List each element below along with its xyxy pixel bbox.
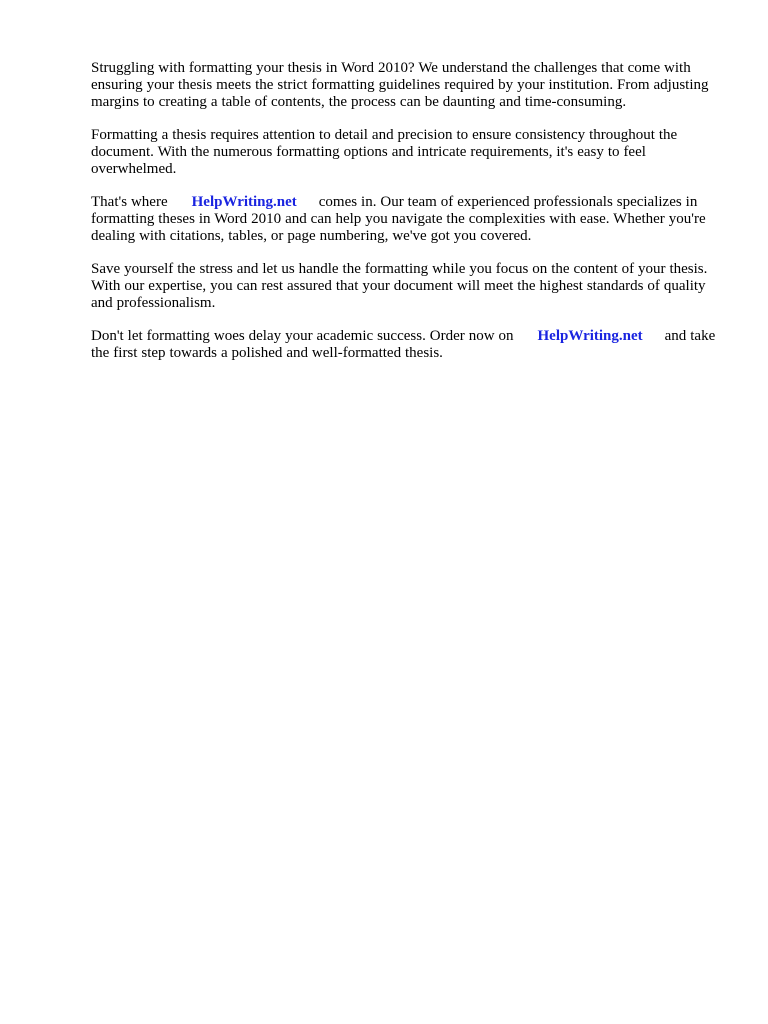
paragraph-service — [91, 194, 723, 245]
paragraph-cta-rest: and take the first step towards a polished and well-formatted thesis. — [91, 328, 716, 361]
paragraph-challenge: Formatting a thesis requires attention to detail and precision to ensure consistency throughout the document. With the numerous formatting options and intricate requirements, it's easy to feel overwhelmed. — [91, 127, 678, 177]
paragraph-service-rest: comes in. Our team of experienced professionals specializes in formatting theses in Word 2010 and can help you navigate the complexities with ease. Whether you're dealing with citations, tables, or page numbering, we've got you covered. — [91, 194, 706, 244]
paragraph-cta-lead: Don't let formatting woes delay your academic success. Order now on — [91, 328, 514, 344]
document-body — [91, 60, 723, 378]
helpwriting-order-link[interactable]: HelpWriting.net — [537, 328, 643, 344]
paragraph-benefit: Save yourself the stress and let us handle the formatting while you focus on the content of your thesis. With our expertise, you can rest assured that your document will meet the highest standards of quality and professionalism. — [91, 261, 708, 311]
helpwriting-link[interactable]: HelpWriting.net — [191, 194, 297, 210]
paragraph-cta — [91, 328, 723, 362]
paragraph-intro: Struggling with formatting your thesis in Word 2010? We understand the challenges that come with ensuring your thesis meets the strict formatting guidelines required by your institution. From adjusting margins to creating a table of contents, the process can be daunting and time-consuming. — [91, 60, 709, 110]
paragraph-service-lead: That's where — [91, 194, 168, 210]
